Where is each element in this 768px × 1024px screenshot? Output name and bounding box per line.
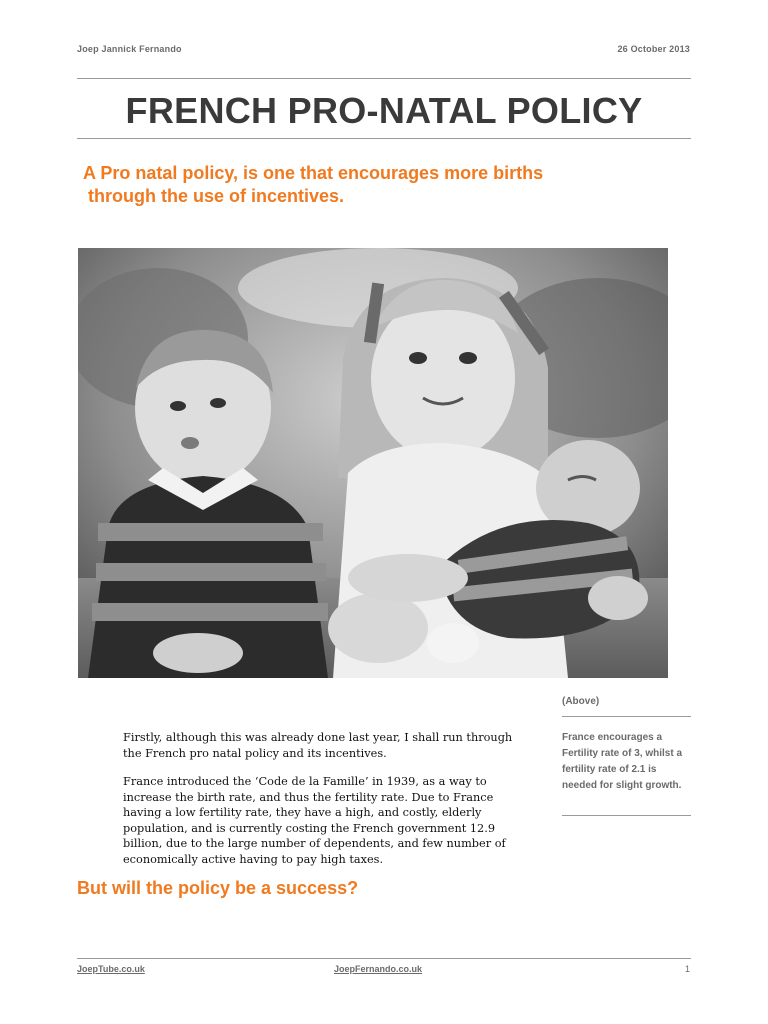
- children-photo: [78, 248, 668, 678]
- title-divider: [77, 138, 691, 139]
- caption-divider-top: [562, 716, 691, 717]
- caption-text: France encourages a Fertility rate of 3, whilst a fertility rate of 2.1 is needed for slight growth.: [562, 732, 683, 791]
- question-heading: But will the policy be a success?: [77, 878, 359, 898]
- footer-link-joeptube[interactable]: JoepTube.co.uk: [77, 964, 145, 974]
- body-text: [123, 730, 533, 880]
- intro-line-1: A Pro natal policy, is one that encourages more births: [83, 163, 544, 183]
- header-date: 26 October 2013: [617, 44, 690, 54]
- footer-link-joepfernando[interactable]: JoepFernando.co.uk: [334, 964, 423, 974]
- header-author: Joep Jannick Fernando: [77, 44, 182, 54]
- caption-divider-bottom: [562, 815, 691, 816]
- top-divider: [77, 78, 691, 79]
- intro-line-2: through the use of incentives.: [88, 186, 345, 206]
- footer-divider: [77, 958, 691, 959]
- caption-label: (Above): [562, 696, 600, 707]
- page-number: 1: [684, 964, 690, 974]
- page-title: FRENCH PRO-NATAL POLICY: [125, 90, 643, 131]
- body-paragraph-2: France introduced the ‘Code de la Famille’ in 1939, as a way to increase the birth rate, and thus the fertility rate. Due to France having a low fertility rate, they have a high, and costly, elderly population, and is currently costing the French government 12.9 billion, due to the large number of dependents, and few number of economically active having to pay high taxes.: [123, 775, 506, 866]
- body-paragraph-1: Firstly, although this was already done last year, I shall run through the French pro natal policy and its incentives.: [123, 731, 513, 760]
- intro-statement: [83, 162, 643, 208]
